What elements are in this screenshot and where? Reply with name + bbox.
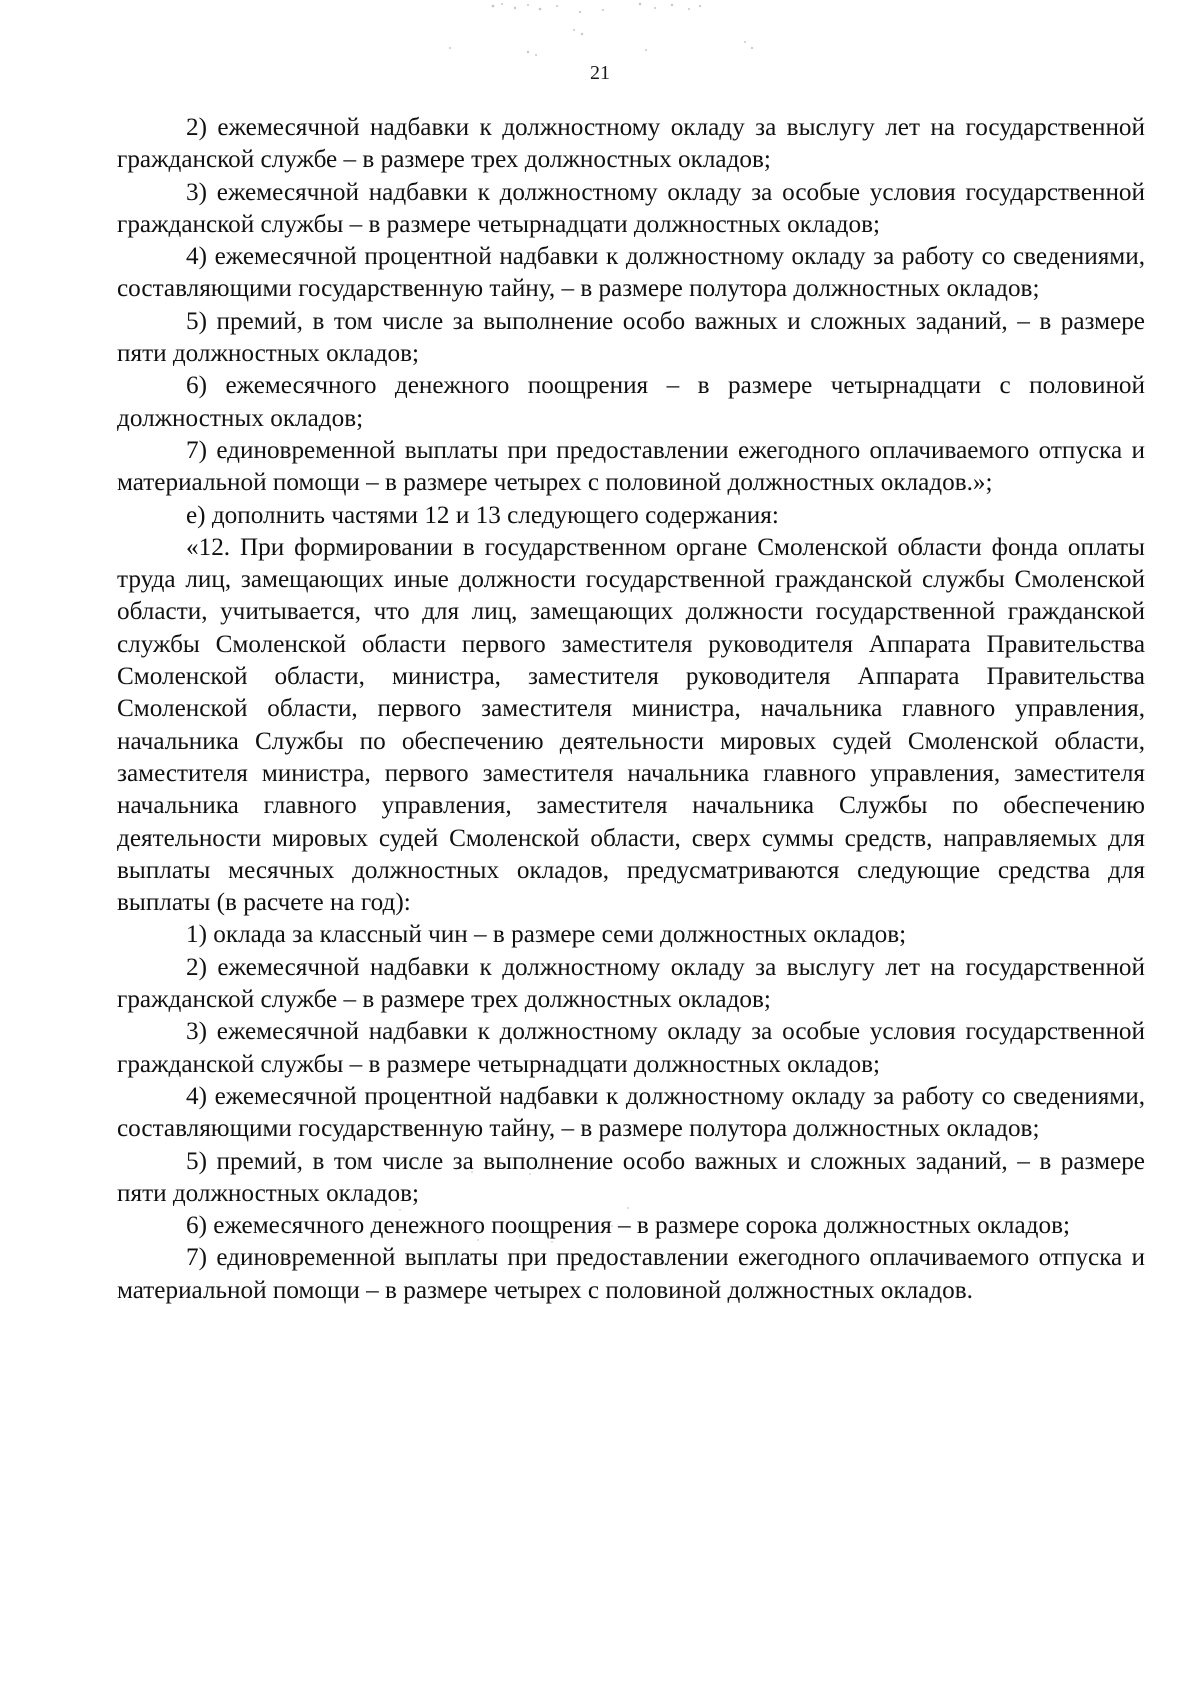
paragraph: 5) премий, в том числе за выполнение особо важных и сложных заданий, – в размере пяти должностных окладов; (117, 307, 1145, 368)
scan-noise-top (0, 0, 1200, 60)
paragraph: 4) ежемесячной процентной надбавки к должностному окладу за работу со сведениями, составляющими государственную тайну, – в размере полутора должностных окладов; (117, 1082, 1145, 1143)
paragraph: 2) ежемесячной надбавки к должностному окладу за выслугу лет на государственной гражданской службе – в размере трех должностных окладов; (117, 114, 1145, 174)
paragraph: 7) единовременной выплаты при предоставлении ежегодного оплачиваемого отпуска и материальной помощи – в размере четырех с половиной должностных окладов.»; (117, 436, 1145, 497)
page-number: 21 (590, 62, 610, 84)
paragraph: 3) ежемесячной надбавки к должностному окладу за особые условия государственной гражданской службы – в размере четырнадцати должностных окладов; (117, 1018, 1145, 1078)
paragraph: е) дополнить частями 12 и 13 следующего содержания: (186, 501, 779, 529)
paragraph: 2) ежемесячной надбавки к должностному окладу за выслугу лет на государственной гражданской службе – в размере трех должностных окладов; (117, 953, 1145, 1014)
paragraph: 7) единовременной выплаты при предоставлении ежегодного оплачиваемого отпуска и материальной помощи – в размере четырех с половиной должностных окладов. (117, 1244, 1145, 1304)
paragraph: 3) ежемесячной надбавки к должностному окладу за особые условия государственной гражданской службы – в размере четырнадцати должностных окладов; (117, 178, 1145, 238)
paragraph: 6) ежемесячного денежного поощрения – в размере сорока должностных окладов; (186, 1212, 1070, 1240)
paragraph: «12. При формировании в государственном органе Смоленской области фонда оплаты труда лиц, замещающих иные должности государственной гражданской службы Смоленской области, учитывается, что для лиц, замещающих должности государственной гражданской службы Смоленской области первого заместителя руководителя Аппарата Правительства Смоленской области, министра, заместителя руководителя Аппарата Правительства Смоленской области, первого заместителя министра, начальника главного управления, начальника Службы по обеспечению деятельности мировых судей Смоленской области, заместителя министра, первого заместителя начальника главного управления, заместителя начальника главного управления, заместителя начальника Службы по обеспечению деятельности мировых судей Смоленской области, сверх суммы средств, направляемых для выплаты месячных должностных окладов, предусматриваются следующие средства для выплаты (в расчете на год): (117, 533, 1145, 917)
document-body (117, 112, 1145, 1307)
paragraph: 4) ежемесячной процентной надбавки к должностному окладу за работу со сведениями, составляющими государственную тайну, – в размере полутора должностных окладов; (117, 243, 1145, 303)
paragraph: 6) ежемесячного денежного поощрения – в размере четырнадцати с половиной должностных окладов; (117, 372, 1145, 432)
paragraph: 5) премий, в том числе за выполнение особо важных и сложных заданий, – в размере пяти должностных окладов; (117, 1147, 1145, 1207)
paragraph: 1) оклада за классный чин – в размере семи должностных окладов; (186, 921, 907, 949)
